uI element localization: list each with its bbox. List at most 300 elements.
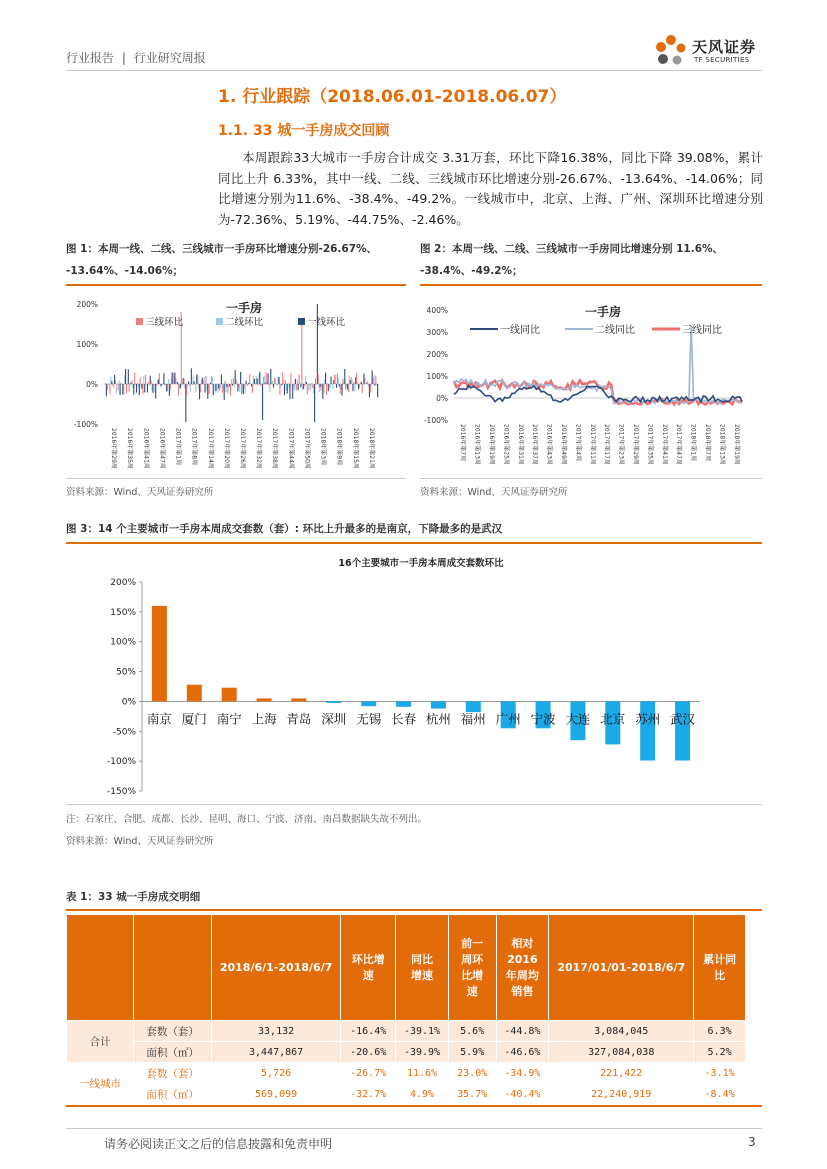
table-header-cell: 2017/01/01-2018/6/7 [549,915,694,1021]
y-tick-label: 50% [115,667,136,678]
table-row [67,1084,746,1105]
legend-label: 一线同比 [500,325,540,336]
x-tick-label: 杭州 [425,711,451,727]
bar-三线环比 [323,384,324,393]
bar-一线环比 [300,384,301,387]
x-tick-label: 厦门 [181,711,207,727]
bar-一线环比 [204,384,205,393]
table-row [67,1021,746,1042]
bar-三线环比 [200,384,201,392]
bar-一线环比 [317,304,318,384]
bar-三线环比 [118,384,119,390]
bar-一线环比 [374,384,375,386]
y-tick-label: 400% [426,306,448,315]
table-group-label: 合计 [67,1021,134,1063]
bar-武汉 [675,701,690,760]
bar-三线环比 [145,375,146,384]
x-tick-label: 青岛 [286,711,312,727]
bar-一线环比 [191,368,192,384]
bar-三线环比 [348,384,349,392]
figure-2 [420,238,762,498]
table-cell: 569,099 [211,1084,340,1105]
bar-一线环比 [136,384,137,393]
x-tick-label: 无锡 [356,711,382,727]
legend-label: 三线同比 [682,325,722,336]
bar-三线环比 [140,377,141,384]
table-cell: -16.4% [341,1021,396,1042]
series-line-二线同比 [454,325,742,403]
figure-3-title: 图 3：14 个主要城市一手房本周成交套数（套）: 环比上升最多的是南京，下降最多的是武汉 [66,523,503,535]
bar-三线环比 [183,378,184,384]
x-tick-label: 2017年第20周 [222,428,230,469]
bar-三线环比 [277,384,278,385]
bar-三线环比 [364,378,365,384]
x-tick-label: 2018年第1周 [689,424,697,462]
x-tick-label: 大连 [565,711,591,727]
y-tick-label: -150% [107,787,136,797]
header-separator: | [121,51,126,65]
bar-二线环比 [187,384,188,387]
header-section: 行业报告 [66,51,115,65]
figure-1-rule [66,284,406,286]
bar-一线环比 [240,372,241,384]
bar-二线环比 [299,382,300,384]
bar-三线环比 [151,380,152,384]
bar-二线环比 [127,384,128,385]
figure-3 [66,518,762,847]
table-cell: -34.9% [496,1063,549,1084]
footer-divider [66,1128,762,1129]
bar-三线环比 [142,384,143,394]
x-tick-label: 2018年第7周 [704,424,711,462]
bar-一线环比 [259,372,260,384]
table-cell: -44.8% [496,1021,549,1042]
table-1-title: 表 1：33 城一手房成交明细 [66,891,201,903]
bar-长春 [396,701,411,706]
table-header-cell: 相对2016年周均销售 [496,915,549,1021]
x-tick-label: 2017年第26周 [239,428,246,469]
bar-一线环比 [125,369,126,384]
y-tick-label: 100% [426,372,448,381]
bar-一线环比 [278,377,279,384]
x-tick-label: 北京 [600,711,626,727]
x-tick-label: 2018年第9周 [335,428,343,466]
bar-三线环比 [260,384,261,386]
table-header-cell: 累计同比 [694,915,746,1021]
bar-三线环比 [304,384,305,386]
figure-2-title-line1: 图 2：本周一线、二线、三线城市一手房同比增速分别 11.6%、 [420,243,724,255]
bar-二线环比 [332,384,333,389]
bar-一线环比 [215,384,216,391]
bar-二线环比 [143,375,144,384]
figure-3-source: 资料来源：Wind、天风证券研究所 [66,836,214,847]
x-tick-label: 2017年第35周 [646,424,654,465]
bar-一线环比 [139,384,140,395]
bar-一线环比 [224,384,225,400]
bar-一线环比 [284,384,285,395]
x-tick-label: 福州 [460,711,486,727]
table-cell: 11.6% [396,1063,449,1084]
x-tick-label: 2017年第4周 [574,424,582,462]
legend-swatch [216,318,223,325]
table-cell: 6.3% [694,1021,746,1042]
y-tick-label: 0% [436,394,448,403]
x-tick-label: 深圳 [321,711,347,727]
legend-label: 三线环比 [145,317,184,328]
table-row-label: 面积（㎡） [134,1042,212,1063]
table-cell: 35.7% [448,1084,496,1105]
x-tick-label: 2017年第32周 [255,428,263,469]
subsection-heading: 1.1. 33 城一手房成交回顾 [218,123,390,139]
bar-二线环比 [272,381,273,384]
y-tick-label: 300% [426,328,448,337]
table-cell: -8.4% [694,1084,746,1105]
figure-1-title-line1: 图 1：本周一线、二线、三线城市一手房环比增速分别-26.67%、 [66,243,378,255]
x-tick-label: 2018年第3周 [319,428,327,466]
chart-title: 一手房 [226,301,263,315]
bar-二线环比 [297,379,298,384]
x-tick-label: 2016年第49周 [560,424,567,465]
bar-三线环比 [233,378,234,384]
x-tick-label: 2016年第43周 [545,424,553,465]
bar-一线环比 [155,384,156,398]
x-tick-label: 2017年第11周 [588,424,596,465]
bar-一线环比 [262,384,263,420]
bar-二线环比 [250,383,251,384]
bar-三线环比 [301,324,302,384]
x-tick-label: 苏州 [635,711,661,727]
bar-二线环比 [294,384,295,390]
figure-2-bottom-rule [420,478,762,479]
y-tick-label: -50% [112,727,136,738]
figure-2-chart [420,288,762,478]
figure-2-rule [420,284,762,286]
table-row [67,1042,746,1063]
table-header-cell [134,915,212,1021]
x-tick-label: 2016年第41周 [142,428,150,469]
bar-二线环比 [335,375,336,384]
bar-二线环比 [168,379,169,384]
bar-三线环比 [296,384,297,390]
bar-二线环比 [182,384,183,386]
bar-三线环比 [257,384,258,385]
bar-一线环比 [314,384,315,422]
y-tick-label: -100% [73,420,98,429]
bar-二线环比 [236,381,237,384]
bar-二线环比 [105,383,106,384]
chart-title: 一手房 [585,305,622,319]
chart-title: 16个主要城市一手房本周成交套数环比 [338,558,504,569]
x-tick-label: 2016年第37周 [531,424,539,465]
bar-二线环比 [113,384,114,388]
bar-二线环比 [204,377,205,384]
figure-1-bottom-rule [66,478,406,479]
table-cell: 327,084,038 [549,1042,694,1063]
bar-三线环比 [375,375,376,384]
figure-3-note: 注：石家庄、合肥、成都、长沙、昆明、海口、宁波、济南、南昌数据缺失故不列出。 [66,814,428,825]
bar-三线环比 [170,384,171,390]
bar-二线环比 [362,384,363,386]
bar-深圳 [326,701,341,703]
company-logo [650,32,765,70]
bar-南宁 [222,688,237,702]
bar-三线环比 [131,380,132,384]
table-cell: 33,132 [211,1021,340,1042]
bar-一线环比 [257,378,258,384]
x-tick-label: 2017年第8周 [190,428,198,466]
bar-一线环比 [281,384,282,385]
logo-en: TF SECURITIES [694,56,750,64]
bar-一线环比 [232,384,233,386]
bar-三线环比 [288,383,289,384]
x-tick-label: 上海 [251,711,277,727]
bar-三线环比 [230,384,231,396]
bar-一线环比 [289,384,290,399]
x-tick-label: 2016年第29周 [110,428,118,469]
bar-一线环比 [120,384,121,395]
bar-二线环比 [119,381,120,384]
bar-二线环比 [352,380,353,384]
table-header-row [67,915,746,1021]
x-tick-label: 2016年第31周 [516,424,524,465]
figure-1-chart [66,288,406,478]
bar-二线环比 [220,384,221,388]
detail-table [66,914,746,1105]
x-tick-label: 2018年第15周 [351,428,359,469]
x-tick-label: 2017年第41周 [660,424,668,465]
bar-二线环比 [310,384,311,386]
bar-一线环比 [144,384,145,392]
bar-二线环比 [357,382,358,384]
bar-二线环比 [316,384,317,385]
bar-三线环比 [326,384,327,395]
bar-二线环比 [330,384,331,389]
bar-一线环比 [111,381,112,384]
page-number: 3 [748,1135,756,1149]
bar-三线环比 [290,373,291,384]
bar-二线环比 [162,384,163,385]
bar-一线环比 [147,384,148,392]
y-tick-label: 150% [110,607,136,618]
x-tick-label: 2016年第7周 [459,424,467,462]
figure-2-title [420,238,762,282]
bar-三线环比 [318,374,319,384]
bar-二线环比 [190,384,191,392]
y-tick-label: -100% [107,757,136,768]
figure-1-title-line2: -13.64%、-14.06%； [66,265,184,277]
x-tick-label: 2017年第17周 [603,424,611,465]
table-cell: -39.9% [396,1042,449,1063]
bar-三线环比 [227,384,228,393]
x-tick-label: 2017年第50周 [303,428,311,469]
table-cell: -32.7% [341,1084,396,1105]
table-header-cell [67,915,134,1021]
summary-paragraph: 本周跟踪33大城市一手房合计成交 3.31万套，环比下降16.38%，同比下降 39.08%，累计同比上升 6.33%，其中一线、二线、三线城市环比增速分别-26.67%、-13.64%、-14.06%；同比增速分别为11.6%、-38.4%、-49.2%。一线城市中，北京、上海、广州、深圳环比增速分别为-72.36%、5.19%、-44.75%、-2.46%。 [218,150,763,227]
bar-二线环比 [108,384,109,385]
bar-三线环比 [192,384,193,385]
bar-三线环比 [148,382,149,384]
bar-三线环比 [285,380,286,384]
x-tick-label: 2017年第38周 [271,428,279,469]
figure-1-source: 资料来源：Wind、天风证券研究所 [66,487,214,498]
bar-一线环比 [194,381,195,384]
y-tick-label: 200% [76,300,98,309]
header-subsection: 行业研究周报 [133,51,206,65]
table-cell: 5.9% [448,1042,496,1063]
bar-三线环比 [156,384,157,386]
x-tick-label: 2017年第14周 [206,428,214,469]
x-tick-label: 2016年第13周 [473,424,481,465]
x-tick-label: 2016年第35周 [126,428,134,469]
x-tick-label: 2018年第13周 [718,424,726,465]
y-tick-label: 100% [110,637,136,648]
bar-无锡 [361,701,376,706]
bar-二线环比 [239,384,240,392]
x-tick-label: 南京 [146,711,172,727]
y-tick-label: -100% [423,416,448,425]
figure-1-title [66,238,406,282]
footer-disclaimer: 请务必阅读正文之后的信息披露和免责申明 [104,1137,333,1151]
table-cell: 221,422 [549,1063,694,1084]
bar-三线环比 [252,384,253,393]
table-group-label: 一线城市 [67,1063,134,1105]
bar-二线环比 [212,377,213,384]
table-header-cell: 同比增速 [396,915,449,1021]
x-tick-label: 武汉 [670,711,696,727]
bar-一线环比 [213,384,214,395]
y-tick-label: 0% [121,697,136,708]
bar-二线环比 [231,379,232,384]
x-tick-label: 2016年第19周 [488,424,495,465]
bar-一线环比 [325,373,326,384]
bar-一线环比 [161,384,162,386]
figure-2-title-line2: -38.4%、-49.2%； [420,265,523,277]
bar-一线环比 [270,369,271,384]
bar-二线环比 [373,376,374,384]
x-tick-label: 2017年第1周 [174,428,182,466]
table-header-cell: 2018/6/1-2018/6/7 [211,915,340,1021]
section-heading: 1. 行业跟踪（2018.06.01-2018.06.07） [218,87,567,107]
bar-一线环比 [221,375,222,384]
x-tick-label: 2016年第25周 [502,424,510,465]
bar-青岛 [291,698,306,701]
bar-二线环比 [371,384,372,386]
bar-一线环比 [331,377,332,384]
logo-petals-icon [650,32,690,70]
bar-二线环比 [130,384,131,386]
bar-二线环比 [338,378,339,384]
x-tick-label: 长春 [391,711,417,727]
table-cell: -39.1% [396,1021,449,1042]
bar-二线环比 [247,384,248,386]
bar-二线环比 [308,384,309,391]
legend-label: 二线同比 [595,325,635,336]
bar-苏州 [640,701,655,760]
bar-三线环比 [115,380,116,384]
bar-一线环比 [273,384,274,387]
x-tick-label: 2017年第23周 [617,424,625,465]
table-cell: 3,447,867 [211,1042,340,1063]
bar-二线环比 [245,384,246,393]
bar-一线环比 [306,382,307,384]
bar-二线环比 [283,381,284,384]
table-cell: -46.6% [496,1042,549,1063]
y-tick-label: 200% [110,578,136,588]
bar-一线环比 [361,382,362,384]
x-tick-label: 2017年第29周 [632,424,639,465]
table-cell: -20.6% [341,1042,396,1063]
table-cell: -26.7% [341,1063,396,1084]
y-tick-label: 0% [86,380,98,389]
table-cell: 5.2% [694,1042,746,1063]
bar-南京 [152,606,167,702]
x-tick-label: 2018年第21周 [367,428,375,469]
y-tick-label: 200% [426,350,448,359]
x-tick-label: 2018年第19周 [732,424,740,465]
bar-三线环比 [197,374,198,384]
bar-三线环比 [249,374,250,384]
bar-一线环比 [267,373,268,384]
bar-二线环比 [354,384,355,391]
bar-三线环比 [126,384,127,393]
bottom-orange-rule [66,1105,762,1107]
bar-三线环比 [137,383,138,384]
table-1-rule [66,909,762,911]
table-header-cell: 前一周环比增速 [448,915,496,1021]
bar-三线环比 [359,384,360,388]
bar-三线环比 [167,384,168,390]
x-tick-label: 2016年第47周 [158,428,166,469]
bar-三线环比 [120,383,121,384]
bar-二线环比 [275,378,276,384]
bar-一线环比 [133,384,134,395]
bar-一线环比 [377,384,378,397]
x-tick-label: 2017年第47周 [675,424,683,465]
figure-1 [66,238,406,498]
bar-一线环比 [344,369,345,384]
table-cell: 3,084,045 [549,1021,694,1042]
bar-一线环比 [246,381,247,384]
bar-三线环比 [225,381,226,384]
table-cell: 23.0% [448,1063,496,1084]
bar-二线环比 [149,384,150,386]
bar-一线环比 [152,384,153,393]
logo-cn: 天风证券 [692,38,757,56]
bar-一线环比 [254,379,255,384]
legend-swatch [136,318,143,325]
bar-三线环比 [159,373,160,384]
bar-厦门 [187,685,202,702]
report-header [66,49,206,66]
y-tick-label: 100% [76,340,98,349]
bar-三线环比 [134,372,135,384]
bar-一线环比 [352,384,353,391]
x-tick-label: 南宁 [216,711,242,727]
figure-3-chart [66,548,762,800]
bar-一线环比 [336,384,337,388]
table-cell: -3.1% [694,1063,746,1084]
legend-label: 二线环比 [225,317,264,328]
x-tick-label: 广州 [495,711,521,727]
table-header-cell: 环比增速 [341,915,396,1021]
figure-3-bottom-rule [66,804,762,805]
bar-三线环比 [315,378,316,384]
bar-三线环比 [353,382,354,384]
bar-一线环比 [188,381,189,384]
x-tick-label: 宁波 [530,711,556,727]
bar-上海 [257,698,272,701]
bar-杭州 [431,701,446,708]
